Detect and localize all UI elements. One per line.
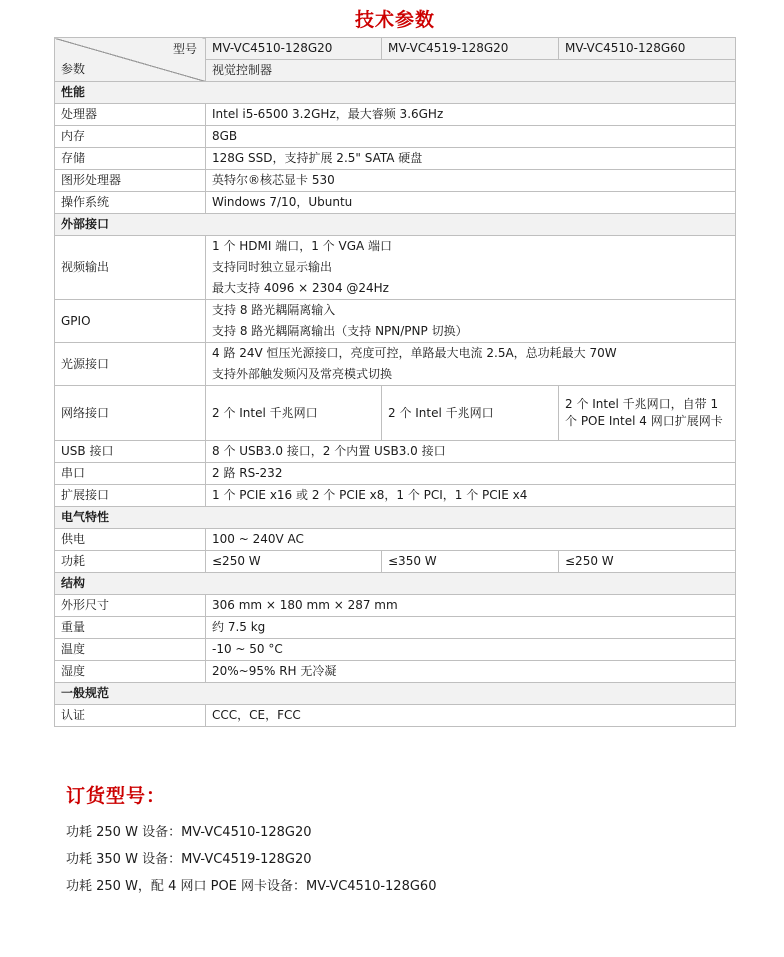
table-row: [55, 126, 736, 148]
table-header-row: [55, 38, 736, 60]
row-value-line: 1 个 HDMI 端口，1 个 VGA 端口: [212, 239, 393, 253]
row-value: ≤250 W: [559, 551, 736, 573]
table-row: [55, 441, 736, 463]
table-row: [55, 236, 736, 300]
row-label: 供电: [55, 529, 206, 551]
table-row: [55, 551, 736, 573]
model-2-header: MV-VC4519-128G20: [382, 38, 559, 60]
row-value-line: 最大支持 4096 × 2304 @24Hz: [212, 281, 389, 295]
row-label: 操作系统: [55, 192, 206, 214]
row-value: -10 ~ 50 °C: [206, 639, 736, 661]
table-row: [55, 300, 736, 343]
row-value: [206, 236, 736, 300]
table-row: [55, 661, 736, 683]
row-label: 图形处理器: [55, 170, 206, 192]
model-3-header: MV-VC4510-128G60: [559, 38, 736, 60]
model-header-label: 型号: [172, 42, 197, 56]
row-label: 存储: [55, 148, 206, 170]
section-external-ports: 外部接口: [55, 214, 736, 236]
row-value-line: 4 路 24V 恒压光源接口，亮度可控，单路最大电流 2.5A，总功耗最大 70W: [212, 346, 617, 360]
row-label: 温度: [55, 639, 206, 661]
row-label: 重量: [55, 617, 206, 639]
ordering-line: 功耗 350 W 设备：MV-VC4519-128G20: [66, 852, 312, 867]
section-row: [55, 214, 736, 236]
row-value: ≤350 W: [382, 551, 559, 573]
row-label: 串口: [55, 463, 206, 485]
row-label: 功耗: [55, 551, 206, 573]
table-row: [55, 148, 736, 170]
table-row: [55, 529, 736, 551]
table-row: [55, 192, 736, 214]
header-corner-cell: [55, 38, 206, 82]
row-value-line: 支持 8 路光耦隔离输入: [212, 303, 336, 317]
table-row: [55, 485, 736, 507]
section-performance: 性能: [55, 82, 736, 104]
row-value: Intel i5-6500 3.2GHz，最大睿频 3.6GHz: [206, 104, 736, 126]
row-label: 网络接口: [55, 386, 206, 441]
row-label: 扩展接口: [55, 485, 206, 507]
row-label: 认证: [55, 705, 206, 727]
row-value: 约 7.5 kg: [206, 617, 736, 639]
row-value: 306 mm × 180 mm × 287 mm: [206, 595, 736, 617]
table-row: [55, 386, 736, 441]
table-row: [55, 343, 736, 386]
row-value: [206, 343, 736, 386]
ordering-line: 功耗 250 W 设备：MV-VC4510-128G20: [66, 825, 312, 840]
row-label: 湿度: [55, 661, 206, 683]
row-value: 2 个 Intel 千兆网口: [206, 386, 382, 441]
row-value: 2 路 RS-232: [206, 463, 736, 485]
row-label: 处理器: [55, 104, 206, 126]
row-value: [206, 300, 736, 343]
row-label: 光源接口: [55, 343, 206, 386]
row-label: USB 接口: [55, 441, 206, 463]
row-value-line: 支持同时独立显示输出: [212, 260, 333, 274]
model-1-header: MV-VC4510-128G20: [206, 38, 382, 60]
row-label: 视频输出: [55, 236, 206, 300]
row-value-line: 支持外部触发频闪及常亮模式切换: [212, 367, 393, 381]
param-header-label: 参数: [61, 62, 86, 76]
table-row: [55, 639, 736, 661]
row-value: 100 ~ 240V AC: [206, 529, 736, 551]
row-label: 外形尺寸: [55, 595, 206, 617]
table-row: [55, 170, 736, 192]
row-value: 1 个 PCIE x16 或 2 个 PCIE x8，1 个 PCI，1 个 PCIE x4: [206, 485, 736, 507]
spec-table: [54, 37, 736, 727]
table-row: [55, 463, 736, 485]
section-row: [55, 82, 736, 104]
row-value: ≤250 W: [206, 551, 382, 573]
section-row: [55, 683, 736, 705]
table-row: [55, 705, 736, 727]
ordering-line: 功耗 250 W，配 4 网口 POE 网卡设备：MV-VC4510-128G60: [66, 879, 437, 894]
row-value-line: 支持 8 路光耦隔离输出（支持 NPN/PNP 切换）: [212, 324, 468, 338]
row-value: Windows 7/10，Ubuntu: [206, 192, 736, 214]
section-row: [55, 507, 736, 529]
row-value: 8GB: [206, 126, 736, 148]
row-value: 128G SSD，支持扩展 2.5" SATA 硬盘: [206, 148, 736, 170]
table-row: [55, 595, 736, 617]
row-value: 英特尔®核芯显卡 530: [206, 170, 736, 192]
row-label: GPIO: [55, 300, 206, 343]
row-value: CCC，CE，FCC: [206, 705, 736, 727]
category-cell: 视觉控制器: [206, 60, 736, 82]
section-row: [55, 573, 736, 595]
row-value: 2 个 Intel 千兆网口，自带 1 个 POE Intel 4 网口扩展网卡: [559, 386, 736, 441]
row-value: 2 个 Intel 千兆网口: [382, 386, 559, 441]
row-label: 内存: [55, 126, 206, 148]
ordering-title: 订货型号：: [66, 785, 167, 807]
row-value: 8 个 USB3.0 接口，2 个内置 USB3.0 接口: [206, 441, 736, 463]
section-general: 一般规范: [55, 683, 736, 705]
row-value: 20%~95% RH 无冷凝: [206, 661, 736, 683]
page-title: 技术参数: [354, 9, 435, 31]
section-structure: 结构: [55, 573, 736, 595]
table-row: [55, 104, 736, 126]
section-electrical: 电气特性: [55, 507, 736, 529]
table-row: [55, 617, 736, 639]
